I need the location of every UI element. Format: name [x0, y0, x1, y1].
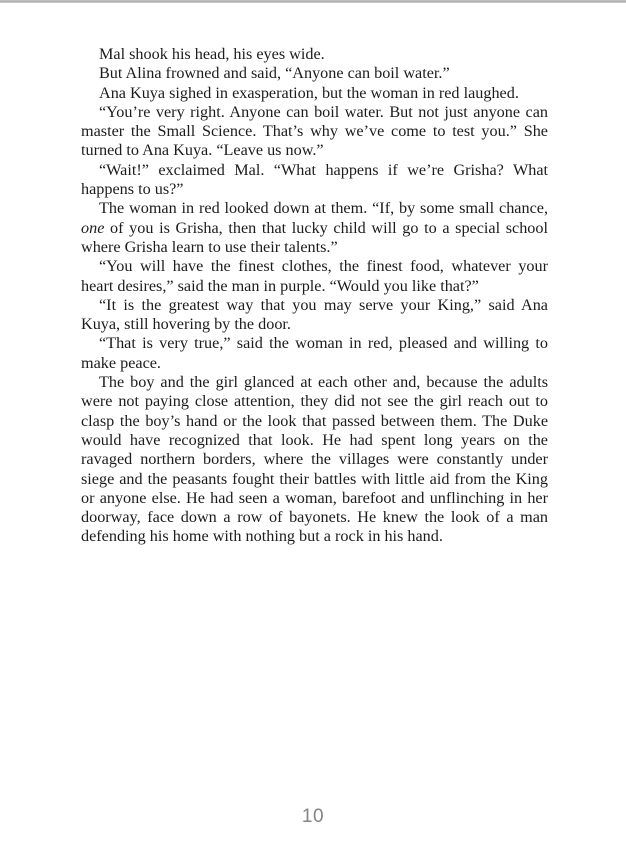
paragraph [81, 103, 548, 161]
text-run: “It is the greatest way that you may serve your King,” said Ana Kuya, still hovering by the door. [81, 295, 548, 334]
text-run: “You will have the finest clothes, the finest food, whatever your heart desires,” said the man in purple. “Would you like that?” [81, 257, 548, 295]
text-run: Ana Kuya sighed in exasperation, but the woman in red laughed. [99, 83, 519, 102]
paragraph [81, 199, 548, 257]
text-run: The boy and the girl glanced at each other and, because the adults were not paying close attention, they did not see the girl reach out to clasp the boy’s hand or the look that passed between them. The Duke would have recognized that look. He had spent long years on the ravaged northern borders, where the villages were constantly under siege and the peasants fought their battles with little aid from the King or anyone else. He had seen a woman, barefoot and unflinching in her doorway, face down a row of bayonets. He knew the look of a man defending his home with nothing but a rock in his hand. [81, 373, 548, 546]
paragraph [81, 257, 548, 296]
text-run: “That is very true,” said the woman in red, pleased and willing to make peace. [81, 334, 548, 372]
paragraph [81, 373, 548, 547]
text-run: Mal shook his head, his eyes wide. [99, 45, 325, 63]
paragraph [81, 64, 548, 83]
paragraph [81, 334, 548, 373]
paragraph [81, 161, 548, 200]
text-run: “Wait!” exclaimed Mal. “What happens if we’re Grisha? What happens to us?” [81, 160, 548, 199]
text-run: “You’re very right. Anyone can boil water. But not just anyone can master the Small Science. That’s why we’ve come to test you.” She turned to Ana Kuya. “Leave us now.” [81, 102, 548, 160]
text-run: But Alina frowned and said, “Anyone can boil water.” [99, 64, 450, 83]
text-run: of you is Grisha, then that lucky child will go to a special school where Grisha learn to use their talents.” [81, 218, 548, 256]
text-run: The woman in red looked down at them. “If, by some small chance, [99, 199, 548, 218]
reader-page[interactable] [0, 3, 626, 849]
page-text-block [81, 45, 548, 547]
paragraph [81, 84, 548, 103]
italic-text-run: one [81, 218, 105, 237]
page-number: 10 [301, 806, 325, 827]
paragraph [81, 296, 548, 335]
paragraph [81, 45, 548, 64]
